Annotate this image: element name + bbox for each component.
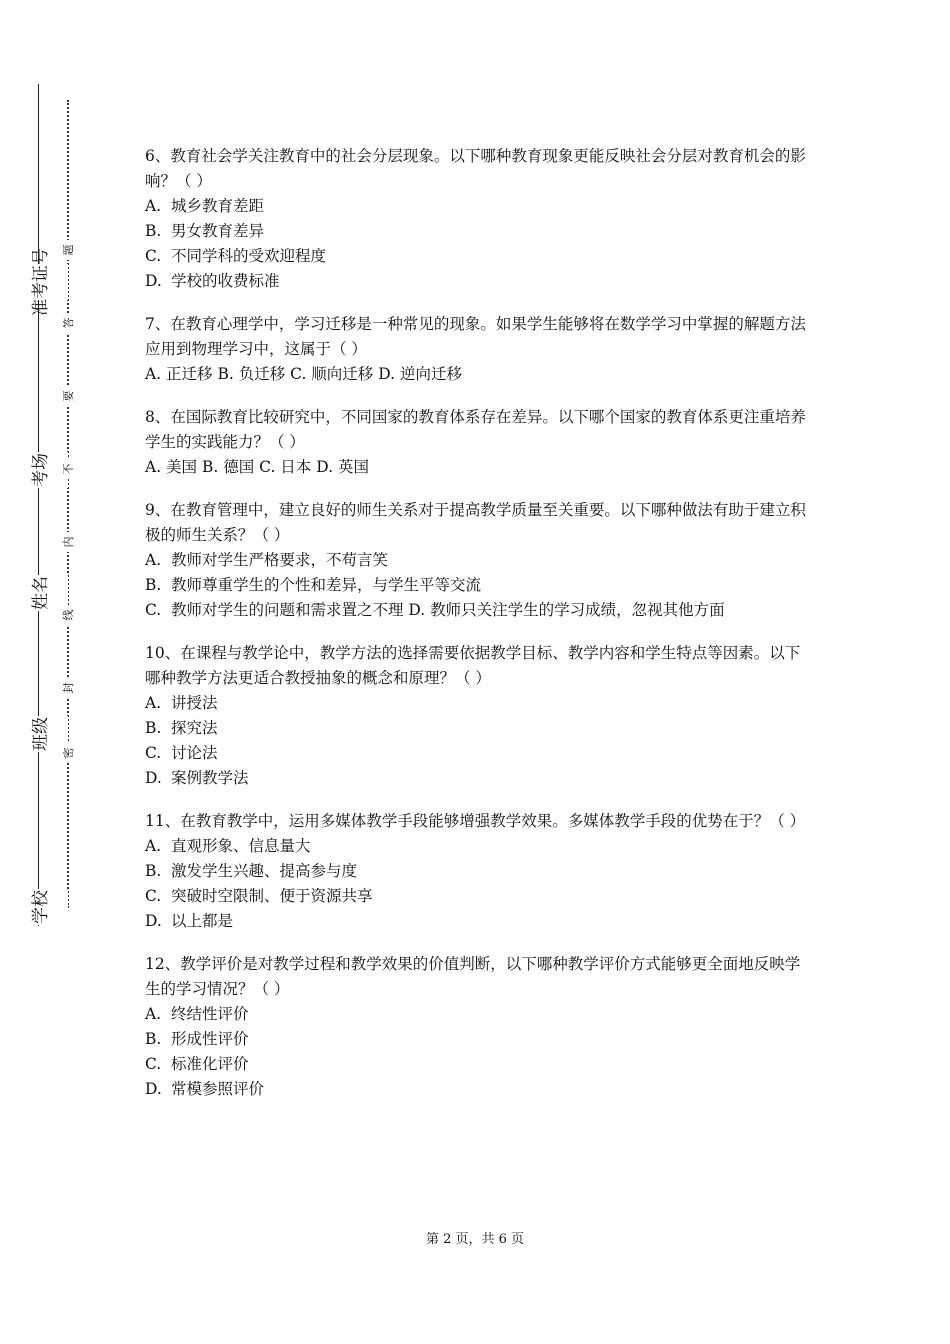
seal-char: 要	[58, 386, 78, 406]
option-b: B. 激发学生兴趣、提高参与度	[145, 862, 358, 880]
option-b: B. 教师尊重学生的个性和差异，与学生平等交流	[145, 576, 482, 594]
question-stem: 8、在国际教育比较研究中，不同国家的教育体系存在差异。以下哪个国家的教育体系更注重培养学生的实践能力？（ ）	[145, 408, 806, 451]
question-8	[145, 405, 813, 480]
option-b: B. 探究法	[145, 719, 218, 737]
seal-char: 封	[58, 678, 78, 698]
seal-char: 线	[58, 605, 78, 625]
question-12	[145, 952, 813, 1102]
exam-room-label: 考场	[8, 452, 68, 488]
option-a: A. 城乡教育差距	[145, 197, 265, 215]
question-stem: 6、教育社会学关注教育中的社会分层现象。以下哪种教育现象更能反映社会分层对教育机会的影响？（ ）	[145, 147, 806, 190]
option-a: A. 直观形象、信息量大	[145, 837, 311, 855]
binding-solid-line	[38, 84, 39, 926]
option-a: A. 教师对学生严格要求，不苟言笑	[145, 551, 389, 569]
seal-char: 题	[58, 240, 78, 260]
name-label: 姓名	[8, 575, 68, 611]
option-a: A. 讲授法	[145, 694, 218, 712]
seal-char: 密	[58, 743, 78, 763]
question-stem: 9、在教育管理中，建立良好的师生关系对于提高教学质量至关重要。以下哪种做法有助于建立积极的师生关系？（ ）	[145, 501, 806, 544]
exam-number-label: 准考证号	[8, 264, 68, 300]
question-7	[145, 312, 813, 387]
page-number-footer: 第 2 页，共 6 页	[425, 1232, 525, 1247]
question-9	[145, 498, 813, 623]
option-a: A. 终结性评价	[145, 1005, 249, 1023]
question-stem: 11、在教育教学中，运用多媒体教学手段能够增强教学效果。多媒体教学手段的优势在于？（ ）	[145, 812, 806, 830]
inline-options: A. 美国 B. 德国 C. 日本 D. 英国	[145, 458, 369, 476]
option-d: D. 以上都是	[145, 912, 234, 930]
question-stem: 7、在教育心理学中，学习迁移是一种常见的现象。如果学生能够将在数学学习中掌握的解题方法应用到物理学习中，这属于（ ）	[145, 315, 806, 358]
option-b: B. 形成性评价	[145, 1030, 249, 1048]
option-c: C. 不同学科的受欢迎程度	[145, 247, 327, 265]
question-stem: 12、教学评价是对教学过程和教学效果的价值判断，以下哪种教学评价方式能够更全面地反映学生的学习情况？（ ）	[145, 955, 801, 998]
option-c: C. 标准化评价	[145, 1055, 249, 1073]
seal-char: 答	[58, 313, 78, 333]
option-c: C. 突破时空限制、便于资源共享	[145, 887, 373, 905]
option-c: C. 讨论法	[145, 744, 218, 762]
inline-options: A. 正迁移 B. 负迁移 C. 顺向迁移 D. 逆向迁移	[145, 365, 462, 383]
option-d: D. 学校的收费标准	[145, 272, 280, 290]
class-label: 班级	[8, 716, 68, 752]
seal-char: 不	[58, 459, 78, 479]
question-list	[145, 144, 813, 1120]
seal-char: 内	[58, 532, 78, 552]
option-d: D. 常模参照评价	[145, 1080, 265, 1098]
option-b: B. 男女教育差异	[145, 222, 265, 240]
question-11	[145, 809, 813, 934]
school-label: 学校	[8, 889, 68, 925]
option-d: D. 案例教学法	[145, 769, 249, 787]
question-10	[145, 641, 813, 791]
option-c: C. 教师对学生的问题和需求置之不理 D. 教师只关注学生的学习成绩，忽视其他方面	[145, 601, 725, 619]
binding-dotted-line	[67, 100, 69, 908]
question-stem: 10、在课程与教学论中，教学方法的选择需要依据教学目标、教学内容和学生特点等因素。以下哪种教学方法更适合教授抽象的概念和原理？（ ）	[145, 644, 801, 687]
question-6	[145, 144, 813, 294]
